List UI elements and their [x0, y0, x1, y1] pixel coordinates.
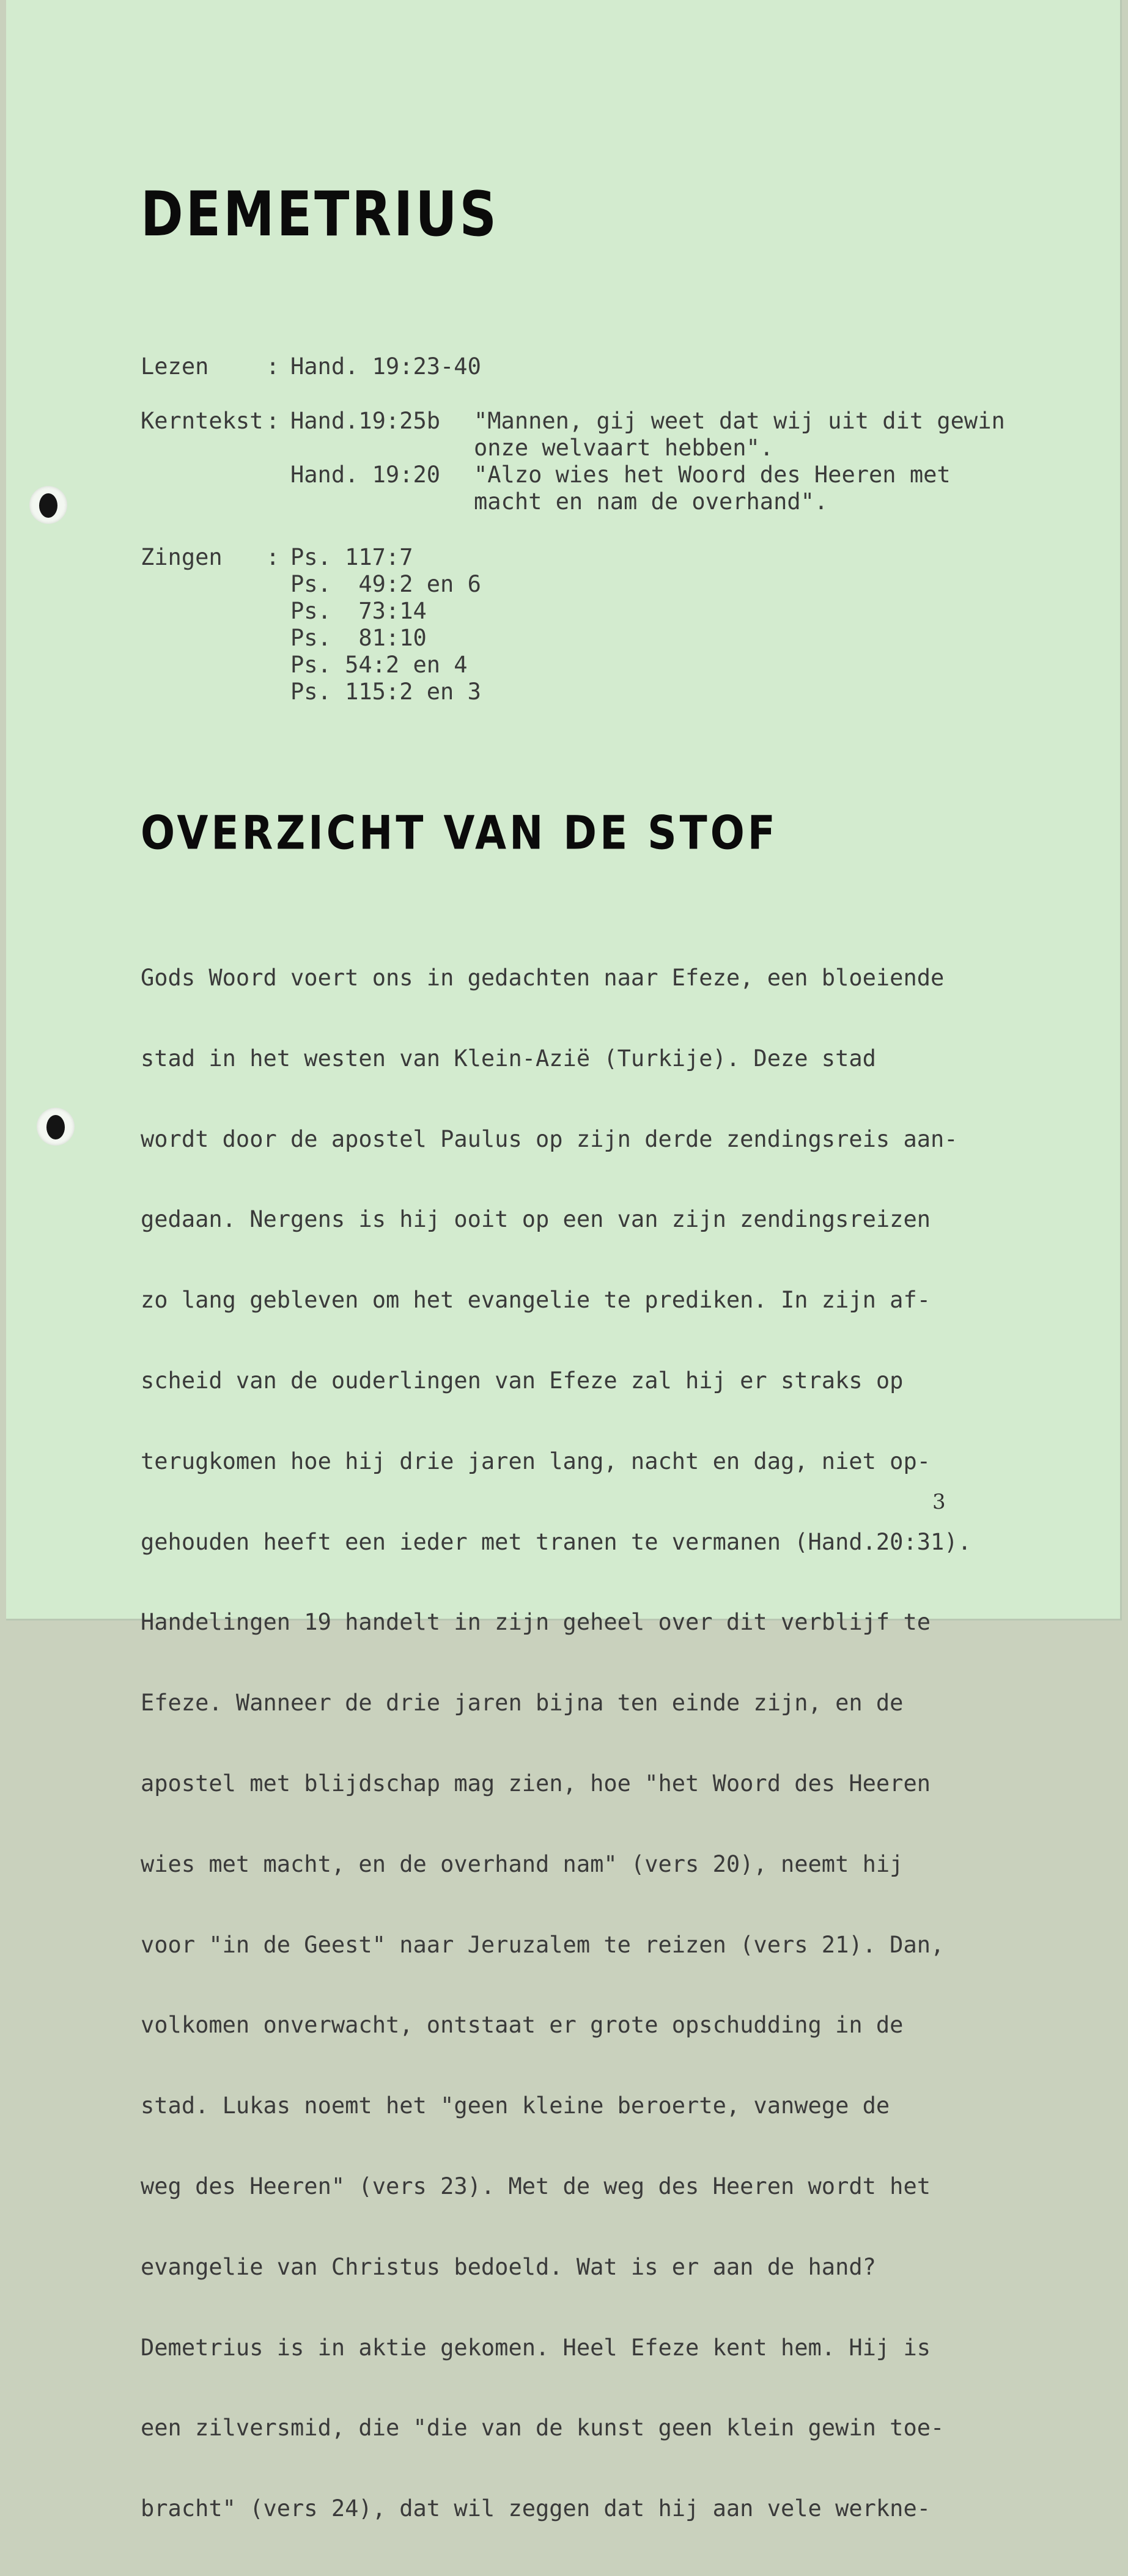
body-line: wordt door de apostel Paulus op zijn derde zendingsreis aan- [141, 1125, 958, 1152]
body-line: Gods Woord voert ons in gedachten naar Efeze, een bloeiende [141, 965, 945, 991]
kerntekst-colon: : [266, 408, 280, 434]
body-line: scheid van de ouderlingen van Efeze zal hij er straks op [141, 1367, 904, 1394]
body-line: voor "in de Geest" naar Jeruzalem te reizen (vers 21). Dan, [141, 1931, 945, 1958]
body-line: stad. Lukas noemt het "geen kleine beroerte, vanwege de [141, 2092, 890, 2119]
kerntekst-label: Kerntekst [141, 408, 264, 434]
kerntekst-ref-2: Hand. 19:20 [290, 462, 441, 488]
lezen-ref: Hand. 19:23-40 [290, 353, 481, 380]
punch-hole-bottom [37, 1108, 75, 1146]
zingen-row-6 [141, 679, 481, 759]
zingen-psalm-2: Ps. 49:2 en 6 [290, 571, 481, 597]
lezen-colon: : [266, 353, 280, 380]
zingen-label: Zingen [141, 544, 223, 570]
kerntekst-ref-1: Hand.19:25b [290, 408, 441, 434]
zingen-psalm-5: Ps. 54:2 en 4 [290, 652, 468, 678]
body-line: Handelingen 19 handelt in zijn geheel over dit verblijf te [141, 1609, 931, 1636]
zingen-psalm-6: Ps. 115:2 en 3 [290, 679, 481, 705]
body-line: weg des Heeren" (vers 23). Met de weg des Heeren wordt het [141, 2173, 931, 2199]
body-text [141, 911, 1045, 2576]
body-line: terugkomen hoe hij drie jaren lang, nacht en dag, niet op- [141, 1448, 931, 1474]
body-line: gedaan. Nergens is hij ooit op een van zijn zendingsreizen [141, 1206, 931, 1233]
body-line: bracht" (vers 24), dat wil zeggen dat hij aan vele werkne- [141, 2495, 931, 2522]
body-line: wies met macht, en de overhand nam" (vers 20), neemt hij [141, 1850, 904, 1877]
body-line: gehouden heeft een ieder met tranen te vermanen (Hand.20:31). [141, 1528, 971, 1555]
kerntekst-quote-2-line-1: "Alzo wies het Woord des Heeren met [474, 462, 951, 488]
body-line: Demetrius is in aktie gekomen. Heel Efeze kent hem. Hij is [141, 2334, 931, 2361]
body-line: volkomen onverwacht, ontstaat er grote opschudding in de [141, 2012, 904, 2039]
body-line: stad in het westen van Klein-Azië (Turkije). Deze stad [141, 1045, 876, 1072]
lezen-label: Lezen [141, 353, 209, 380]
zingen-psalm-4: Ps. 81:10 [290, 625, 427, 651]
zingen-colon: : [266, 544, 280, 570]
kerntekst-quote-1-line-1: "Mannen, gij weet dat wij uit dit gewin [474, 408, 1005, 434]
zingen-psalm-1: Ps. 117:7 [290, 544, 413, 570]
body-line: een zilversmid, die "die van de kunst geen klein gewin toe- [141, 2415, 945, 2442]
punch-hole-top [29, 486, 67, 524]
document-page [6, 0, 1122, 2522]
body-line: zo lang gebleven om het evangelie te prediken. In zijn af- [141, 1287, 931, 1314]
section-title: OVERZICHT VAN DE STOF [141, 806, 778, 860]
kerntekst-quote-2-line-2: macht en nam de overhand". [474, 488, 828, 515]
kerntekst-quote-1-line-2: onze welvaart hebben". [474, 435, 774, 461]
body-line: apostel met blijdschap mag zien, hoe "het Woord des Heeren [141, 1770, 931, 1797]
page-title: DEMETRIUS [141, 178, 499, 251]
body-line: evangelie van Christus bedoeld. Wat is er aan de hand? [141, 2253, 876, 2280]
zingen-psalm-3: Ps. 73:14 [290, 598, 427, 624]
page-number: 3 [932, 1490, 946, 1514]
body-line: Efeze. Wanneer de drie jaren bijna ten einde zijn, en de [141, 1690, 904, 1717]
